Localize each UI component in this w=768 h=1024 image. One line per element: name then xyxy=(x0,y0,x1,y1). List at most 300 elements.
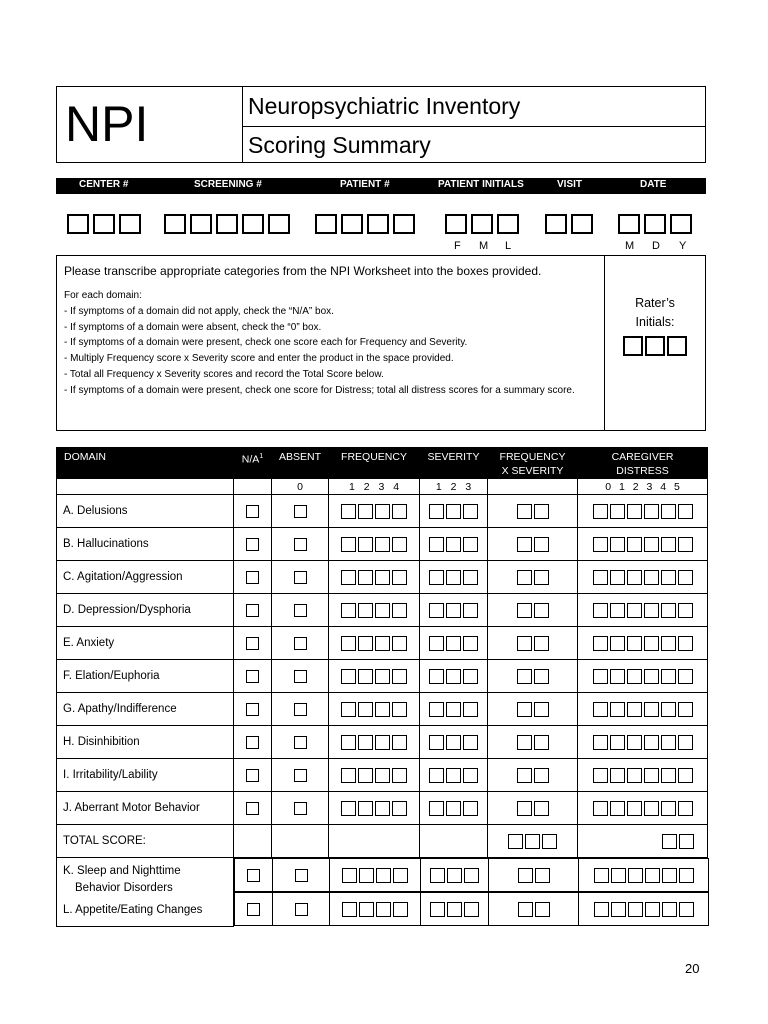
distress-checkbox[interactable] xyxy=(610,537,625,552)
center-digit-box[interactable] xyxy=(119,214,141,234)
screening-digit-box[interactable] xyxy=(216,214,238,234)
fxs-box[interactable] xyxy=(517,735,532,750)
screening-digit-box[interactable] xyxy=(190,214,212,234)
distress-checkbox[interactable] xyxy=(678,636,693,651)
distress-checkbox[interactable] xyxy=(661,801,676,816)
distress-checkbox[interactable] xyxy=(627,504,642,519)
fxs-box[interactable] xyxy=(517,603,532,618)
frequency-checkbox[interactable] xyxy=(358,603,373,618)
na-cell[interactable] xyxy=(234,561,272,594)
severity-checkbox[interactable] xyxy=(429,801,444,816)
frequency-checkbox[interactable] xyxy=(359,868,374,883)
date-box[interactable] xyxy=(670,214,692,234)
frequency-checkbox[interactable] xyxy=(341,603,356,618)
na-checkbox[interactable] xyxy=(246,571,259,584)
screening-digit-box[interactable] xyxy=(268,214,290,234)
na-cell[interactable] xyxy=(235,859,273,892)
fxs-box[interactable] xyxy=(534,768,549,783)
absent-checkbox[interactable] xyxy=(294,802,307,815)
fxs-box[interactable] xyxy=(534,570,549,585)
distress-checkbox[interactable] xyxy=(627,669,642,684)
absent-checkbox[interactable] xyxy=(294,703,307,716)
frequency-checkbox[interactable] xyxy=(341,636,356,651)
absent-checkbox[interactable] xyxy=(295,903,308,916)
distress-checkbox[interactable] xyxy=(662,902,677,917)
frequency-checkbox[interactable] xyxy=(341,702,356,717)
fxs-box[interactable] xyxy=(517,669,532,684)
distress-checkbox[interactable] xyxy=(679,902,694,917)
date-box[interactable] xyxy=(618,214,640,234)
frequency-checkbox[interactable] xyxy=(359,902,374,917)
frequency-cell[interactable] xyxy=(329,495,420,528)
absent-checkbox[interactable] xyxy=(294,604,307,617)
frequency-checkbox[interactable] xyxy=(358,735,373,750)
severity-checkbox[interactable] xyxy=(430,868,445,883)
fxs-box[interactable] xyxy=(534,801,549,816)
fxs-box[interactable] xyxy=(535,868,550,883)
distress-checkbox[interactable] xyxy=(610,636,625,651)
distress-checkbox[interactable] xyxy=(593,801,608,816)
fxs-box[interactable] xyxy=(534,735,549,750)
distress-checkbox[interactable] xyxy=(627,801,642,816)
distress-checkbox[interactable] xyxy=(610,801,625,816)
fxs-cell[interactable] xyxy=(488,594,578,627)
frequency-cell[interactable] xyxy=(329,759,420,792)
frequency-checkbox[interactable] xyxy=(358,504,373,519)
fxs-box[interactable] xyxy=(534,603,549,618)
total-distress-box[interactable] xyxy=(679,834,694,849)
distress-checkbox[interactable] xyxy=(593,735,608,750)
distress-checkbox[interactable] xyxy=(627,735,642,750)
absent-cell[interactable] xyxy=(272,528,329,561)
frequency-checkbox[interactable] xyxy=(358,636,373,651)
distress-checkbox[interactable] xyxy=(678,537,693,552)
absent-cell[interactable] xyxy=(272,561,329,594)
frequency-cell[interactable] xyxy=(329,726,420,759)
distress-checkbox[interactable] xyxy=(594,902,609,917)
distress-checkbox[interactable] xyxy=(644,636,659,651)
severity-cell[interactable] xyxy=(421,893,489,926)
fxs-box[interactable] xyxy=(517,537,532,552)
severity-cell[interactable] xyxy=(420,660,488,693)
frequency-checkbox[interactable] xyxy=(375,636,390,651)
distress-checkbox[interactable] xyxy=(611,868,626,883)
na-checkbox[interactable] xyxy=(246,538,259,551)
na-cell[interactable] xyxy=(234,759,272,792)
na-checkbox[interactable] xyxy=(246,736,259,749)
distress-cell[interactable] xyxy=(578,561,708,594)
date-box[interactable] xyxy=(644,214,666,234)
na-checkbox[interactable] xyxy=(246,604,259,617)
frequency-checkbox[interactable] xyxy=(375,603,390,618)
distress-checkbox[interactable] xyxy=(610,669,625,684)
distress-checkbox[interactable] xyxy=(593,570,608,585)
frequency-checkbox[interactable] xyxy=(375,768,390,783)
frequency-cell[interactable] xyxy=(330,893,421,926)
frequency-checkbox[interactable] xyxy=(392,504,407,519)
distress-checkbox[interactable] xyxy=(610,570,625,585)
initial-box[interactable] xyxy=(497,214,519,234)
frequency-cell[interactable] xyxy=(329,693,420,726)
patient-digit-box[interactable] xyxy=(341,214,363,234)
frequency-checkbox[interactable] xyxy=(358,669,373,684)
distress-checkbox[interactable] xyxy=(644,702,659,717)
fxs-box[interactable] xyxy=(517,702,532,717)
na-cell[interactable] xyxy=(234,693,272,726)
frequency-checkbox[interactable] xyxy=(358,570,373,585)
severity-checkbox[interactable] xyxy=(430,902,445,917)
fxs-cell[interactable] xyxy=(488,561,578,594)
severity-checkbox[interactable] xyxy=(463,537,478,552)
na-checkbox[interactable] xyxy=(246,769,259,782)
distress-checkbox[interactable] xyxy=(645,868,660,883)
distress-checkbox[interactable] xyxy=(644,768,659,783)
distress-checkbox[interactable] xyxy=(644,801,659,816)
distress-checkbox[interactable] xyxy=(661,504,676,519)
patient-digit-box[interactable] xyxy=(367,214,389,234)
center-digit-box[interactable] xyxy=(67,214,89,234)
frequency-checkbox[interactable] xyxy=(341,537,356,552)
fxs-box[interactable] xyxy=(517,636,532,651)
total-distress-box[interactable] xyxy=(662,834,677,849)
severity-cell[interactable] xyxy=(420,693,488,726)
severity-checkbox[interactable] xyxy=(446,735,461,750)
frequency-checkbox[interactable] xyxy=(358,702,373,717)
initial-box[interactable] xyxy=(471,214,493,234)
frequency-cell[interactable] xyxy=(329,660,420,693)
rater-initial-box[interactable] xyxy=(623,336,643,356)
frequency-checkbox[interactable] xyxy=(341,669,356,684)
severity-checkbox[interactable] xyxy=(463,636,478,651)
distress-checkbox[interactable] xyxy=(644,669,659,684)
fxs-cell[interactable] xyxy=(488,660,578,693)
distress-cell[interactable] xyxy=(578,759,708,792)
distress-checkbox[interactable] xyxy=(593,768,608,783)
total-distress-boxes[interactable] xyxy=(578,825,708,858)
severity-cell[interactable] xyxy=(420,594,488,627)
rater-initial-box[interactable] xyxy=(645,336,665,356)
frequency-checkbox[interactable] xyxy=(358,768,373,783)
fxs-cell[interactable] xyxy=(488,693,578,726)
fxs-cell[interactable] xyxy=(488,627,578,660)
severity-cell[interactable] xyxy=(421,859,489,892)
fxs-cell[interactable] xyxy=(488,759,578,792)
distress-checkbox[interactable] xyxy=(678,504,693,519)
distress-checkbox[interactable] xyxy=(627,768,642,783)
frequency-checkbox[interactable] xyxy=(392,702,407,717)
severity-checkbox[interactable] xyxy=(429,504,444,519)
severity-checkbox[interactable] xyxy=(446,537,461,552)
severity-checkbox[interactable] xyxy=(463,603,478,618)
patient-digit-box[interactable] xyxy=(315,214,337,234)
severity-checkbox[interactable] xyxy=(429,636,444,651)
distress-checkbox[interactable] xyxy=(678,570,693,585)
distress-checkbox[interactable] xyxy=(661,735,676,750)
frequency-cell[interactable] xyxy=(329,528,420,561)
severity-cell[interactable] xyxy=(420,528,488,561)
frequency-cell[interactable] xyxy=(329,792,420,825)
severity-checkbox[interactable] xyxy=(446,801,461,816)
na-checkbox[interactable] xyxy=(247,903,260,916)
frequency-checkbox[interactable] xyxy=(392,570,407,585)
absent-cell[interactable] xyxy=(272,759,329,792)
patient-digit-box[interactable] xyxy=(393,214,415,234)
fxs-box[interactable] xyxy=(517,801,532,816)
na-cell[interactable] xyxy=(234,594,272,627)
na-cell[interactable] xyxy=(234,660,272,693)
frequency-checkbox[interactable] xyxy=(393,902,408,917)
distress-checkbox[interactable] xyxy=(678,603,693,618)
severity-cell[interactable] xyxy=(420,561,488,594)
center-digit-box[interactable] xyxy=(93,214,115,234)
frequency-checkbox[interactable] xyxy=(375,570,390,585)
total-fxs-box[interactable] xyxy=(508,834,523,849)
na-cell[interactable] xyxy=(234,792,272,825)
distress-checkbox[interactable] xyxy=(678,735,693,750)
frequency-checkbox[interactable] xyxy=(376,902,391,917)
fxs-box[interactable] xyxy=(517,768,532,783)
frequency-checkbox[interactable] xyxy=(375,669,390,684)
screening-digit-box[interactable] xyxy=(242,214,264,234)
fxs-cell[interactable] xyxy=(489,859,579,892)
distress-checkbox[interactable] xyxy=(661,768,676,783)
severity-checkbox[interactable] xyxy=(464,868,479,883)
absent-checkbox[interactable] xyxy=(294,538,307,551)
frequency-cell[interactable] xyxy=(329,561,420,594)
distress-checkbox[interactable] xyxy=(610,603,625,618)
severity-checkbox[interactable] xyxy=(429,537,444,552)
severity-checkbox[interactable] xyxy=(463,570,478,585)
distress-cell[interactable] xyxy=(578,660,708,693)
distress-checkbox[interactable] xyxy=(627,570,642,585)
severity-checkbox[interactable] xyxy=(463,768,478,783)
severity-checkbox[interactable] xyxy=(446,570,461,585)
fxs-cell[interactable] xyxy=(488,495,578,528)
severity-checkbox[interactable] xyxy=(447,902,462,917)
na-checkbox[interactable] xyxy=(246,670,259,683)
na-cell[interactable] xyxy=(234,528,272,561)
absent-checkbox[interactable] xyxy=(294,571,307,584)
frequency-checkbox[interactable] xyxy=(392,636,407,651)
visit-digit-box[interactable] xyxy=(545,214,567,234)
absent-cell[interactable] xyxy=(273,859,330,892)
fxs-box[interactable] xyxy=(534,504,549,519)
severity-checkbox[interactable] xyxy=(463,702,478,717)
fxs-box[interactable] xyxy=(534,636,549,651)
frequency-checkbox[interactable] xyxy=(392,801,407,816)
absent-cell[interactable] xyxy=(272,660,329,693)
na-checkbox[interactable] xyxy=(246,637,259,650)
severity-cell[interactable] xyxy=(420,759,488,792)
absent-cell[interactable] xyxy=(272,594,329,627)
severity-checkbox[interactable] xyxy=(429,702,444,717)
distress-cell[interactable] xyxy=(578,594,708,627)
absent-cell[interactable] xyxy=(272,726,329,759)
distress-checkbox[interactable] xyxy=(627,537,642,552)
distress-checkbox[interactable] xyxy=(610,504,625,519)
total-fxs-box[interactable] xyxy=(542,834,557,849)
na-cell[interactable] xyxy=(235,893,273,926)
distress-checkbox[interactable] xyxy=(644,537,659,552)
distress-checkbox[interactable] xyxy=(593,603,608,618)
fxs-cell[interactable] xyxy=(489,893,579,926)
distress-cell[interactable] xyxy=(579,893,709,926)
distress-checkbox[interactable] xyxy=(679,868,694,883)
na-cell[interactable] xyxy=(234,495,272,528)
distress-checkbox[interactable] xyxy=(661,702,676,717)
absent-checkbox[interactable] xyxy=(294,769,307,782)
distress-checkbox[interactable] xyxy=(628,868,643,883)
distress-checkbox[interactable] xyxy=(610,768,625,783)
fxs-box[interactable] xyxy=(518,902,533,917)
fxs-box[interactable] xyxy=(517,504,532,519)
severity-checkbox[interactable] xyxy=(463,669,478,684)
distress-cell[interactable] xyxy=(578,792,708,825)
frequency-checkbox[interactable] xyxy=(375,801,390,816)
distress-checkbox[interactable] xyxy=(593,537,608,552)
distress-checkbox[interactable] xyxy=(644,603,659,618)
fxs-box[interactable] xyxy=(534,537,549,552)
absent-checkbox[interactable] xyxy=(294,505,307,518)
initial-box[interactable] xyxy=(445,214,467,234)
severity-cell[interactable] xyxy=(420,627,488,660)
severity-checkbox[interactable] xyxy=(463,735,478,750)
distress-checkbox[interactable] xyxy=(628,902,643,917)
severity-checkbox[interactable] xyxy=(429,768,444,783)
severity-checkbox[interactable] xyxy=(429,669,444,684)
severity-checkbox[interactable] xyxy=(463,504,478,519)
distress-checkbox[interactable] xyxy=(627,603,642,618)
frequency-checkbox[interactable] xyxy=(375,537,390,552)
frequency-checkbox[interactable] xyxy=(392,669,407,684)
absent-cell[interactable] xyxy=(272,495,329,528)
distress-checkbox[interactable] xyxy=(593,669,608,684)
frequency-cell[interactable] xyxy=(329,627,420,660)
distress-checkbox[interactable] xyxy=(661,669,676,684)
na-checkbox[interactable] xyxy=(246,703,259,716)
absent-checkbox[interactable] xyxy=(294,670,307,683)
absent-cell[interactable] xyxy=(272,627,329,660)
severity-checkbox[interactable] xyxy=(446,768,461,783)
distress-checkbox[interactable] xyxy=(644,570,659,585)
distress-cell[interactable] xyxy=(578,495,708,528)
frequency-checkbox[interactable] xyxy=(393,868,408,883)
severity-cell[interactable] xyxy=(420,726,488,759)
distress-checkbox[interactable] xyxy=(678,801,693,816)
fxs-box[interactable] xyxy=(534,702,549,717)
rater-initial-box[interactable] xyxy=(667,336,687,356)
distress-cell[interactable] xyxy=(578,627,708,660)
frequency-checkbox[interactable] xyxy=(392,537,407,552)
fxs-box[interactable] xyxy=(534,669,549,684)
frequency-checkbox[interactable] xyxy=(392,603,407,618)
distress-checkbox[interactable] xyxy=(593,702,608,717)
distress-cell[interactable] xyxy=(578,726,708,759)
distress-cell[interactable] xyxy=(579,859,709,892)
fxs-cell[interactable] xyxy=(488,792,578,825)
screening-digit-box[interactable] xyxy=(164,214,186,234)
absent-checkbox[interactable] xyxy=(295,869,308,882)
na-cell[interactable] xyxy=(234,726,272,759)
distress-checkbox[interactable] xyxy=(593,504,608,519)
frequency-cell[interactable] xyxy=(329,594,420,627)
severity-checkbox[interactable] xyxy=(429,735,444,750)
frequency-checkbox[interactable] xyxy=(375,504,390,519)
absent-checkbox[interactable] xyxy=(294,637,307,650)
severity-checkbox[interactable] xyxy=(446,504,461,519)
distress-checkbox[interactable] xyxy=(678,768,693,783)
severity-checkbox[interactable] xyxy=(446,603,461,618)
severity-checkbox[interactable] xyxy=(463,801,478,816)
distress-cell[interactable] xyxy=(578,693,708,726)
total-fxs-box[interactable] xyxy=(525,834,540,849)
distress-checkbox[interactable] xyxy=(627,636,642,651)
na-checkbox[interactable] xyxy=(247,869,260,882)
absent-cell[interactable] xyxy=(272,792,329,825)
distress-cell[interactable] xyxy=(578,528,708,561)
absent-checkbox[interactable] xyxy=(294,736,307,749)
severity-checkbox[interactable] xyxy=(429,603,444,618)
frequency-checkbox[interactable] xyxy=(376,868,391,883)
visit-digit-box[interactable] xyxy=(571,214,593,234)
frequency-checkbox[interactable] xyxy=(375,735,390,750)
distress-checkbox[interactable] xyxy=(593,636,608,651)
distress-checkbox[interactable] xyxy=(661,537,676,552)
frequency-checkbox[interactable] xyxy=(341,735,356,750)
distress-checkbox[interactable] xyxy=(644,504,659,519)
absent-cell[interactable] xyxy=(273,893,330,926)
distress-checkbox[interactable] xyxy=(661,603,676,618)
fxs-cell[interactable] xyxy=(488,726,578,759)
frequency-checkbox[interactable] xyxy=(342,868,357,883)
severity-checkbox[interactable] xyxy=(429,570,444,585)
distress-checkbox[interactable] xyxy=(678,702,693,717)
severity-checkbox[interactable] xyxy=(447,868,462,883)
frequency-checkbox[interactable] xyxy=(341,570,356,585)
distress-checkbox[interactable] xyxy=(610,702,625,717)
distress-checkbox[interactable] xyxy=(678,669,693,684)
distress-checkbox[interactable] xyxy=(627,702,642,717)
na-checkbox[interactable] xyxy=(246,505,259,518)
distress-checkbox[interactable] xyxy=(662,868,677,883)
frequency-checkbox[interactable] xyxy=(375,702,390,717)
frequency-checkbox[interactable] xyxy=(358,801,373,816)
na-cell[interactable] xyxy=(234,627,272,660)
distress-checkbox[interactable] xyxy=(661,570,676,585)
frequency-checkbox[interactable] xyxy=(341,768,356,783)
distress-checkbox[interactable] xyxy=(644,735,659,750)
frequency-checkbox[interactable] xyxy=(392,768,407,783)
severity-cell[interactable] xyxy=(420,792,488,825)
distress-checkbox[interactable] xyxy=(645,902,660,917)
absent-cell[interactable] xyxy=(272,693,329,726)
distress-checkbox[interactable] xyxy=(594,868,609,883)
frequency-checkbox[interactable] xyxy=(392,735,407,750)
na-checkbox[interactable] xyxy=(246,802,259,815)
total-fxs-boxes[interactable] xyxy=(488,825,578,858)
fxs-box[interactable] xyxy=(535,902,550,917)
severity-checkbox[interactable] xyxy=(446,669,461,684)
severity-checkbox[interactable] xyxy=(446,636,461,651)
fxs-box[interactable] xyxy=(518,868,533,883)
frequency-checkbox[interactable] xyxy=(341,801,356,816)
distress-checkbox[interactable] xyxy=(661,636,676,651)
fxs-cell[interactable] xyxy=(488,528,578,561)
frequency-cell[interactable] xyxy=(330,859,421,892)
distress-checkbox[interactable] xyxy=(611,902,626,917)
frequency-checkbox[interactable] xyxy=(358,537,373,552)
severity-checkbox[interactable] xyxy=(446,702,461,717)
